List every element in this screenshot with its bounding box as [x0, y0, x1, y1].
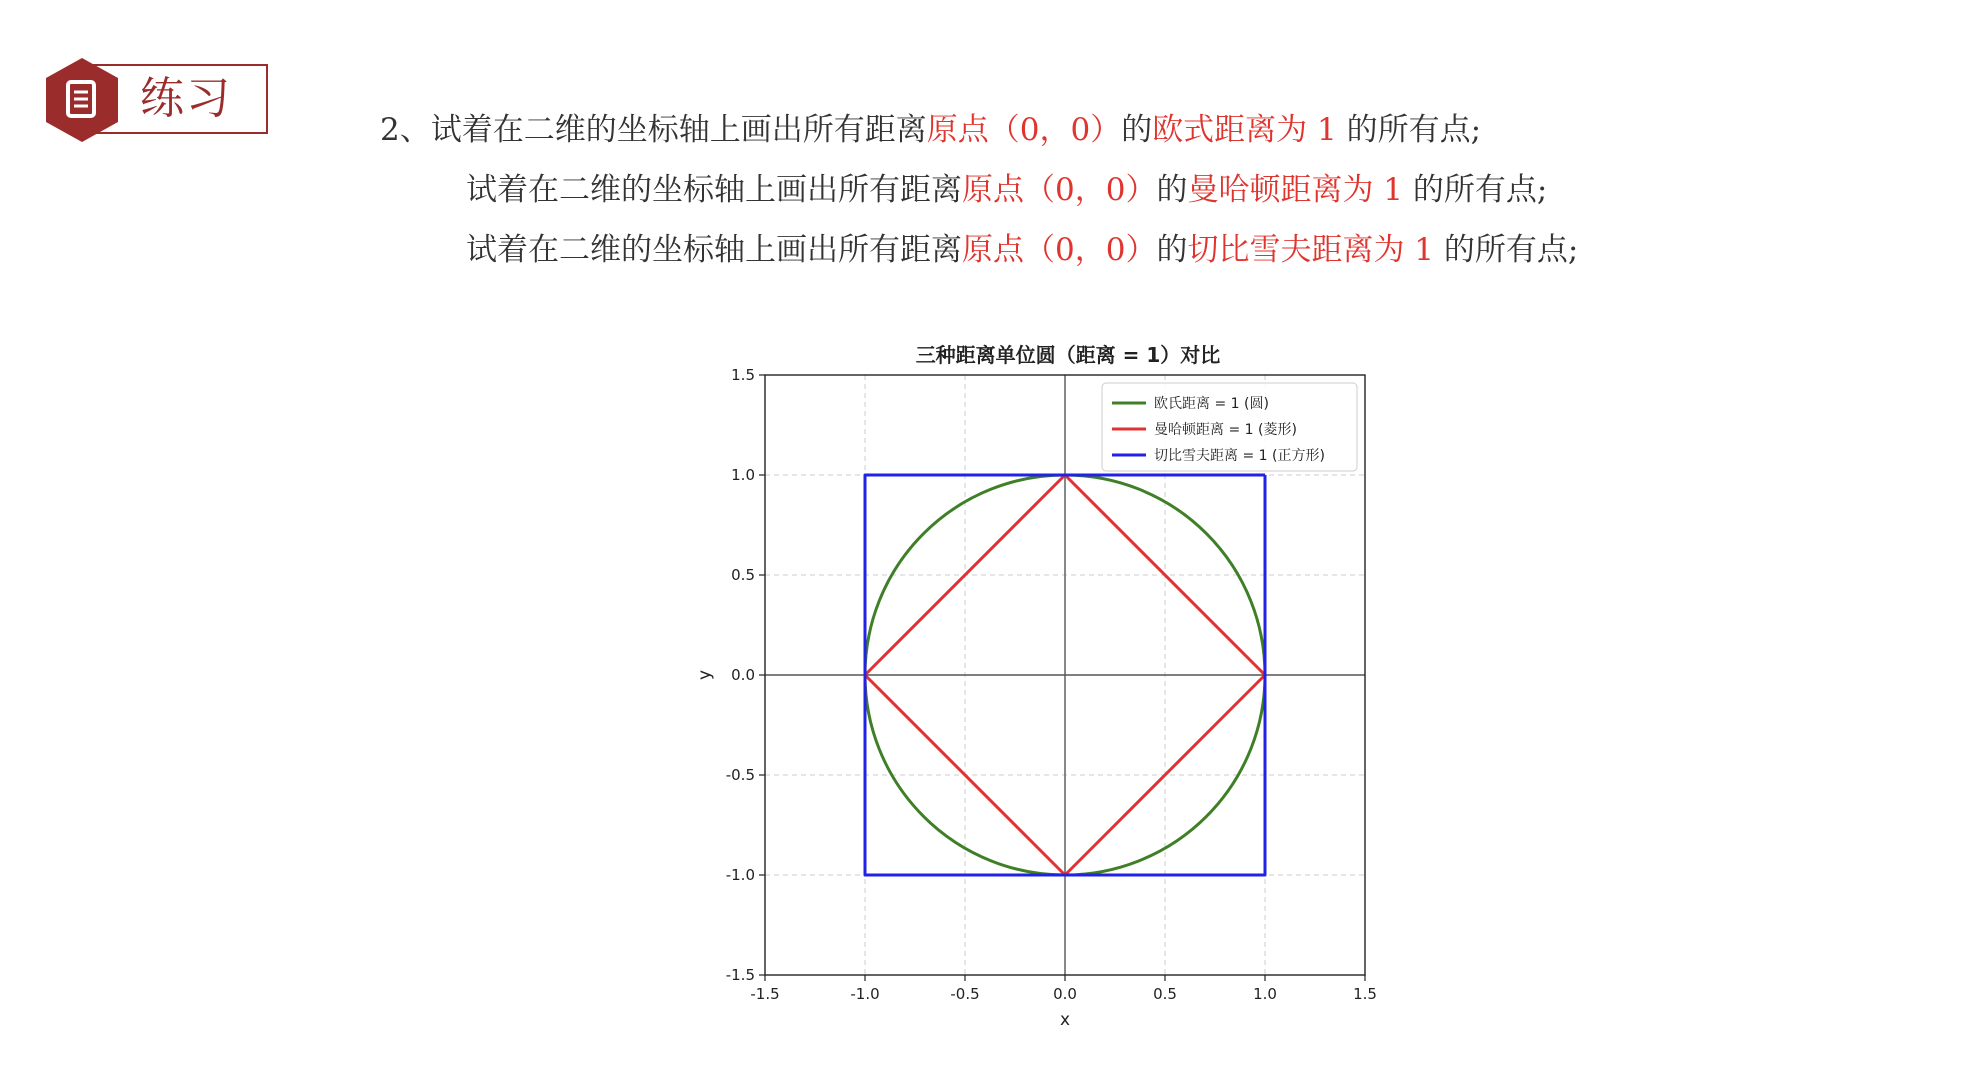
document-icon — [42, 56, 122, 144]
origin-highlight: 原点（0，0） — [926, 112, 1122, 148]
chart-title: 三种距离单位圆（距离 = 1）对比 — [915, 343, 1221, 367]
x-axis-label: x — [1059, 1010, 1071, 1030]
line-prefix: 试着在二维的坐标轴上画出所有距离 — [466, 172, 962, 208]
x-tick-label: 1.5 — [1353, 985, 1377, 1003]
distance-comparison-chart — [680, 330, 1420, 1050]
question-line-2 — [466, 170, 1547, 210]
line-prefix: 试着在二维的坐标轴上画出所有距离 — [466, 232, 962, 268]
line-suffix: 的所有点; — [1403, 172, 1548, 208]
question-line-3 — [466, 230, 1578, 270]
y-tick-label: 1.5 — [731, 366, 755, 384]
x-tick-label: -0.5 — [950, 985, 980, 1003]
section-badge — [42, 56, 272, 140]
line-mid: 的 — [1156, 232, 1188, 268]
x-tick-label: -1.0 — [850, 985, 880, 1003]
y-tick-label: -1.0 — [725, 866, 755, 884]
legend — [1102, 383, 1357, 471]
origin-highlight: 原点（0，0） — [962, 232, 1157, 268]
metric-highlight: 切比雪夫距离为 1 — [1187, 232, 1435, 268]
chart-canvas — [680, 330, 1420, 1050]
section-title: 练习 — [140, 73, 232, 124]
y-tick-label: 1.0 — [731, 466, 755, 484]
y-tick-label: 0.0 — [731, 666, 755, 684]
y-tick-label: -1.5 — [725, 966, 755, 984]
legend-label: 欧氏距离 = 1 (圆) — [1154, 396, 1269, 412]
line-prefix: 试着在二维的坐标轴上画出所有距离 — [430, 112, 927, 148]
legend-label: 曼哈顿距离 = 1 (菱形) — [1154, 422, 1297, 438]
legend-label: 切比雪夫距离 = 1 (正方形) — [1154, 448, 1325, 464]
y-axis-label: y — [695, 669, 715, 681]
metric-highlight: 欧式距离为 1 — [1152, 112, 1337, 148]
y-tick-label: -0.5 — [725, 766, 755, 784]
question-number: 2、 — [380, 112, 431, 148]
line-suffix: 的所有点; — [1434, 232, 1579, 268]
line-suffix: 的所有点; — [1336, 112, 1482, 148]
x-tick-label: 1.0 — [1253, 985, 1277, 1003]
line-mid: 的 — [1121, 112, 1153, 148]
question-line-1 — [380, 110, 1481, 150]
line-mid: 的 — [1156, 172, 1188, 208]
x-tick-label: 0.5 — [1153, 985, 1177, 1003]
x-tick-label: -1.5 — [750, 985, 780, 1003]
y-tick-label: 0.5 — [731, 566, 755, 584]
metric-highlight: 曼哈顿距离为 1 — [1187, 172, 1404, 208]
x-tick-label: 0.0 — [1053, 985, 1077, 1003]
origin-highlight: 原点（0，0） — [962, 172, 1157, 208]
